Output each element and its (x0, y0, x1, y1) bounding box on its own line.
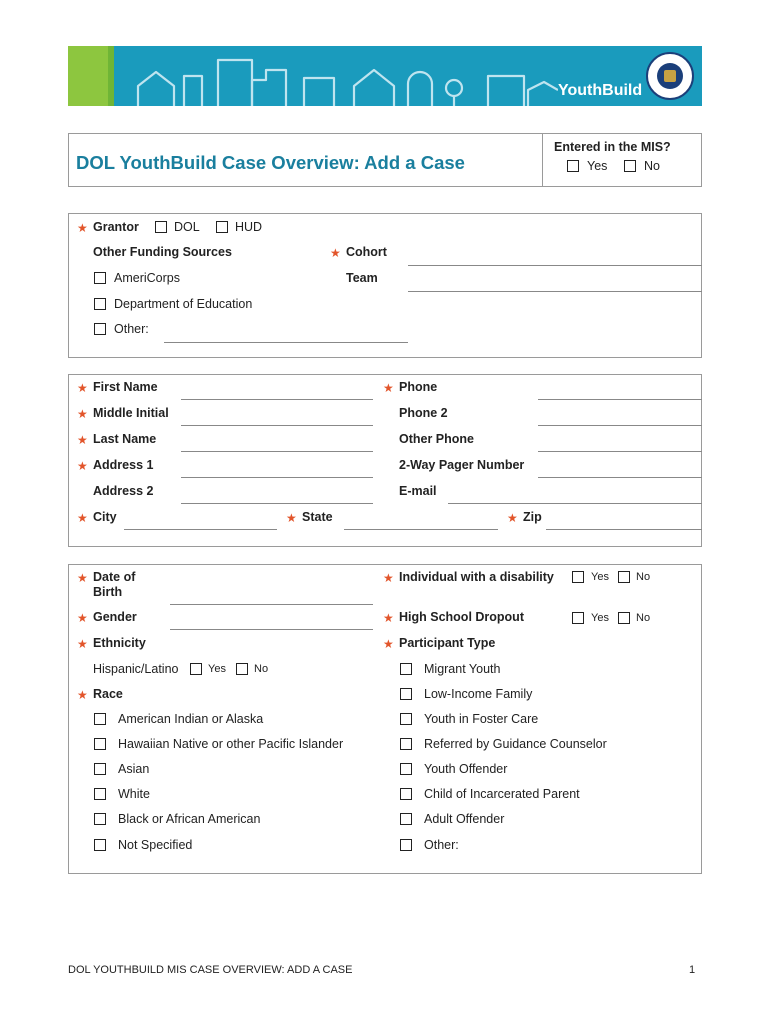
address2-label: Address 2 (93, 484, 154, 498)
hispanic-no-checkbox[interactable] (236, 663, 248, 675)
page-number: 1 (689, 964, 696, 976)
race-hawaiian-label: Hawaiian Native or other Pacific Islander (118, 737, 344, 751)
grantor-hud-checkbox[interactable] (216, 221, 228, 233)
required-star-icon: ★ (77, 459, 88, 473)
required-star-icon: ★ (330, 246, 341, 260)
required-star-icon: ★ (77, 221, 88, 235)
gender-field[interactable] (170, 629, 373, 630)
race-asian-label: Asian (118, 762, 150, 776)
race-black-checkbox[interactable] (94, 813, 106, 825)
race-not-specified-label: Not Specified (118, 838, 193, 852)
other-phone-label: Other Phone (399, 432, 475, 446)
required-star-icon: ★ (507, 511, 518, 525)
grantor-dol-checkbox[interactable] (155, 221, 167, 233)
funding-section (68, 213, 702, 358)
hispanic-no-label: No (254, 663, 269, 675)
other-funding-checkbox[interactable] (94, 323, 106, 335)
mis-question: Entered in the MIS? (554, 140, 671, 154)
required-star-icon: ★ (383, 637, 394, 651)
phone2-label: Phone 2 (399, 406, 448, 420)
dropout-no-checkbox[interactable] (618, 612, 630, 624)
disability-yes-label: Yes (591, 571, 609, 583)
required-star-icon: ★ (77, 688, 88, 702)
dob-label-line1: Date of (93, 570, 136, 584)
race-black-label: Black or African American (118, 812, 261, 826)
dob-label-line2: Birth (93, 585, 123, 599)
participant-youth-offender-checkbox[interactable] (400, 763, 412, 775)
disability-no-label: No (636, 571, 651, 583)
disability-label: Individual with a disability (399, 570, 554, 584)
race-american-indian-checkbox[interactable] (94, 713, 106, 725)
required-star-icon: ★ (77, 511, 88, 525)
email-label: E-mail (399, 484, 437, 498)
state-field[interactable] (344, 529, 498, 530)
skyline-illustration (128, 46, 558, 106)
footer-title: DOL YOUTHBUILD MIS CASE OVERVIEW: ADD A CASE (68, 964, 353, 976)
race-not-specified-checkbox[interactable] (94, 839, 106, 851)
dol-seal-icon (646, 52, 694, 100)
required-star-icon: ★ (383, 381, 394, 395)
gender-label: Gender (93, 610, 137, 624)
participant-other-checkbox[interactable] (400, 839, 412, 851)
race-hawaiian-checkbox[interactable] (94, 738, 106, 750)
dept-education-label: Department of Education (114, 297, 253, 311)
cohort-label: Cohort (346, 245, 387, 259)
brand-logo-text: YouthBuild (558, 82, 643, 99)
city-label: City (93, 510, 117, 524)
participant-referred-label: Referred by Guidance Counselor (424, 737, 607, 751)
required-star-icon: ★ (77, 611, 88, 625)
pager-label: 2-Way Pager Number (399, 458, 525, 472)
dropout-label: High School Dropout (399, 610, 524, 624)
disability-yes-checkbox[interactable] (572, 571, 584, 583)
cohort-field[interactable] (408, 265, 702, 266)
page-title: DOL YouthBuild Case Overview: Add a Case (76, 152, 465, 173)
middle-initial-field[interactable] (181, 425, 373, 426)
last-name-label: Last Name (93, 432, 157, 446)
ethnicity-label: Ethnicity (93, 636, 146, 650)
participant-low-income-checkbox[interactable] (400, 688, 412, 700)
email-field[interactable] (448, 503, 702, 504)
phone-field[interactable] (538, 399, 702, 400)
participant-migrant-checkbox[interactable] (400, 663, 412, 675)
required-star-icon: ★ (77, 433, 88, 447)
participant-referred-checkbox[interactable] (400, 738, 412, 750)
other-funding-label-text: Other: (114, 322, 149, 336)
team-label: Team (346, 271, 378, 285)
participant-incarcerated-parent-label: Child of Incarcerated Parent (424, 787, 580, 801)
required-star-icon: ★ (77, 407, 88, 421)
dept-education-checkbox[interactable] (94, 298, 106, 310)
mis-no-checkbox[interactable] (624, 160, 636, 172)
participant-type-label: Participant Type (399, 636, 496, 650)
required-star-icon: ★ (77, 381, 88, 395)
dropout-no-label: No (636, 612, 651, 624)
address1-field[interactable] (181, 477, 373, 478)
participant-migrant-label: Migrant Youth (424, 662, 501, 676)
required-star-icon: ★ (286, 511, 297, 525)
city-field[interactable] (124, 529, 277, 530)
first-name-label: First Name (93, 380, 158, 394)
americorps-label: AmeriCorps (114, 271, 180, 285)
other-phone-field[interactable] (538, 451, 702, 452)
zip-field[interactable] (546, 529, 702, 530)
grantor-label: Grantor (93, 220, 139, 234)
phone2-field[interactable] (538, 425, 702, 426)
race-american-indian-label: American Indian or Alaska (118, 712, 264, 726)
last-name-field[interactable] (181, 451, 373, 452)
race-white-label: White (118, 787, 150, 801)
header-banner (68, 46, 702, 106)
state-label: State (302, 510, 333, 524)
grantor-hud-label: HUD (235, 220, 263, 234)
participant-adult-offender-label: Adult Offender (424, 812, 505, 826)
mis-no-label: No (644, 159, 660, 173)
race-asian-checkbox[interactable] (94, 763, 106, 775)
address1-label: Address 1 (93, 458, 154, 472)
race-white-checkbox[interactable] (94, 788, 106, 800)
americorps-checkbox[interactable] (94, 272, 106, 284)
hispanic-yes-label: Yes (208, 663, 226, 675)
team-field[interactable] (408, 291, 702, 292)
disability-no-checkbox[interactable] (618, 571, 630, 583)
hispanic-yes-checkbox[interactable] (190, 663, 202, 675)
participant-foster-checkbox[interactable] (400, 713, 412, 725)
participant-foster-label: Youth in Foster Care (424, 712, 539, 726)
zip-label: Zip (523, 510, 542, 524)
address2-field[interactable] (181, 503, 373, 504)
race-label: Race (93, 687, 123, 701)
other-funding-label: Other Funding Sources (93, 245, 232, 259)
required-star-icon: ★ (77, 637, 88, 651)
required-star-icon: ★ (77, 571, 88, 585)
grantor-dol-label: DOL (174, 220, 200, 234)
dob-field[interactable] (170, 604, 373, 605)
dropout-yes-checkbox[interactable] (572, 612, 584, 624)
phone-label: Phone (399, 380, 438, 394)
hispanic-label: Hispanic/Latino (93, 662, 179, 676)
middle-initial-label: Middle Initial (93, 406, 169, 420)
required-star-icon: ★ (383, 571, 394, 585)
mis-yes-label: Yes (587, 159, 608, 173)
participant-low-income-label: Low-Income Family (424, 687, 533, 701)
other-funding-field[interactable] (164, 342, 408, 343)
dropout-yes-label: Yes (591, 612, 609, 624)
participant-other-label: Other: (424, 838, 459, 852)
participant-adult-offender-checkbox[interactable] (400, 813, 412, 825)
participant-incarcerated-parent-checkbox[interactable] (400, 788, 412, 800)
required-star-icon: ★ (383, 611, 394, 625)
pager-field[interactable] (538, 477, 702, 478)
first-name-field[interactable] (181, 399, 373, 400)
mis-yes-checkbox[interactable] (567, 160, 579, 172)
participant-youth-offender-label: Youth Offender (424, 762, 508, 776)
